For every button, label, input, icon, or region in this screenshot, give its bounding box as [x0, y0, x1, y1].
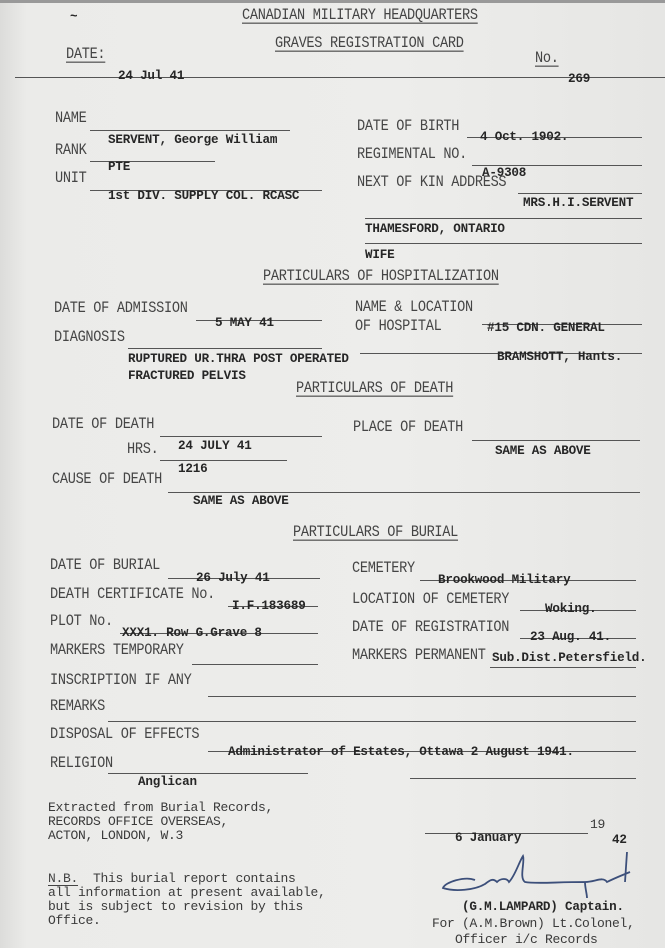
diagnosis-1: RUPTURED UR.THRA POST OPERATED — [128, 352, 349, 366]
inscription-line — [208, 696, 636, 697]
cemetery-label: CEMETERY — [352, 561, 415, 578]
religion-label: RELIGION — [50, 756, 113, 773]
no-label: No. — [535, 51, 559, 68]
nok-line — [518, 193, 642, 194]
note-line-2: all information at present available, — [48, 885, 326, 900]
cemetery-value: Brookwood Military — [438, 573, 571, 587]
markers-temp-label: MARKERS TEMPORARY — [50, 643, 184, 660]
location-label: LOCATION OF CEMETERY — [352, 592, 510, 609]
dob-value: 4 Oct. 1902. — [480, 130, 569, 144]
dob-label: DATE OF BIRTH — [357, 119, 460, 136]
cert-label: DEATH CERTIFICATE No. — [50, 587, 216, 604]
card-number: 269 — [568, 72, 591, 86]
name-value: SERVENT, George William — [108, 133, 278, 147]
religion-value: Anglican — [138, 775, 197, 789]
issued-day: 6 January — [455, 831, 522, 845]
blank-line — [410, 778, 636, 779]
rank-label: RANK — [55, 143, 87, 160]
source-line-3: ACTON, LONDON, W.3 — [48, 828, 184, 843]
cert-value: I.F.183689 — [232, 599, 306, 613]
date-label: DATE: — [66, 47, 106, 64]
note-line-1: This burial report contains — [78, 871, 296, 886]
nok-line-2 — [365, 218, 642, 219]
place-value: SAME AS ABOVE — [495, 444, 591, 458]
registration-label: DATE OF REGISTRATION — [352, 620, 510, 637]
remarks-line — [108, 721, 636, 722]
hospital-label-1: NAME & LOCATION — [355, 300, 473, 317]
issued-year: 42 — [612, 833, 627, 847]
death-date-label: DATE OF DEATH — [52, 417, 155, 434]
markers-perm-line — [490, 667, 636, 668]
name-label: NAME — [55, 111, 87, 128]
source-line-1: Extracted from Burial Records, — [48, 800, 274, 815]
diagnosis-2: FRACTURED PELVIS — [128, 369, 246, 383]
burial-date-value: 26 July 41 — [196, 571, 270, 585]
for-line: For (A.M.Brown) Lt.Colonel, — [432, 916, 635, 931]
diagnosis-line — [128, 348, 322, 349]
note-label: N.B. — [48, 871, 79, 886]
death-heading: PARTICULARS OF DEATH — [296, 381, 454, 398]
scan-edge — [0, 0, 665, 3]
hospitalization-heading: PARTICULARS OF HOSPITALIZATION — [263, 269, 499, 286]
rank-value: PTE — [108, 160, 131, 174]
markers-perm-label: MARKERS PERMANENT — [352, 648, 486, 665]
hospital-location: BRAMSHOTT, Hants. — [497, 350, 623, 364]
plot-label: PLOT No. — [50, 614, 113, 631]
markers-temp-line — [192, 664, 318, 665]
nok-line-3 — [365, 243, 642, 244]
office-line: Officer i/c Records — [455, 932, 598, 947]
effects-value: Administrator of Estates, Ottawa 2 August 1941. — [228, 745, 574, 759]
nok-relation: WIFE — [365, 248, 395, 262]
nok-place: THAMESFORD, ONTARIO — [365, 222, 505, 236]
markers-perm-value: Sub.Dist.Petersfield. — [492, 651, 647, 665]
date-value: 24 Jul 41 — [118, 69, 185, 83]
regno-value: A-9308 — [482, 166, 527, 180]
burial-date-label: DATE OF BURIAL — [50, 558, 161, 575]
card-title: GRAVES REGISTRATION CARD — [275, 36, 464, 53]
location-value: Woking. — [545, 602, 597, 616]
cause-label: CAUSE OF DEATH — [52, 472, 163, 489]
header-mark: ~ — [70, 10, 78, 24]
place-line — [472, 440, 640, 441]
nok-name: MRS.H.I.SERVENT — [523, 196, 634, 210]
issued-century: 19 — [590, 817, 606, 832]
death-date-value: 24 JULY 41 — [178, 439, 252, 453]
note-line-4: Office. — [48, 913, 101, 928]
hospital-label-2: OF HOSPITAL — [355, 319, 442, 336]
name-line — [90, 130, 290, 131]
org-heading: CANADIAN MILITARY HEADQUARTERS — [242, 8, 478, 25]
unit-value: 1st DIV. SUPPLY COL. RCASC — [108, 189, 300, 203]
admission-label: DATE OF ADMISSION — [54, 301, 188, 318]
source-line-2: RECORDS OFFICE OVERSEAS, — [48, 814, 229, 829]
admission-value: 5 MAY 41 — [215, 316, 274, 330]
place-label: PLACE OF DEATH — [353, 420, 464, 437]
hospital-name: #15 CDN. GENERAL — [487, 321, 605, 335]
nok-label: NEXT OF KIN ADDRESS — [357, 175, 507, 192]
burial-heading: PARTICULARS OF BURIAL — [293, 525, 459, 542]
cause-value: SAME AS ABOVE — [193, 494, 289, 508]
regno-label: REGIMENTAL NO. — [357, 147, 468, 164]
inscription-label: INSCRIPTION IF ANY — [50, 673, 192, 690]
hrs-value: 1216 — [178, 462, 208, 476]
signatory: (G.M.LAMPARD) Captain. — [462, 900, 624, 914]
effects-label: DISPOSAL OF EFFECTS — [50, 727, 200, 744]
signature-icon — [435, 848, 635, 900]
remarks-label: REMARKS — [50, 699, 106, 716]
note-line-3: but is subject to revision by this — [48, 899, 304, 914]
death-date-line — [160, 436, 322, 437]
unit-label: UNIT — [55, 171, 87, 188]
hrs-label: HRS. — [127, 442, 159, 459]
registration-value: 23 Aug. 41. — [530, 630, 611, 644]
plot-value: XXX1. Row G.Grave 8 — [122, 626, 262, 640]
diagnosis-label: DIAGNOSIS — [54, 330, 125, 347]
